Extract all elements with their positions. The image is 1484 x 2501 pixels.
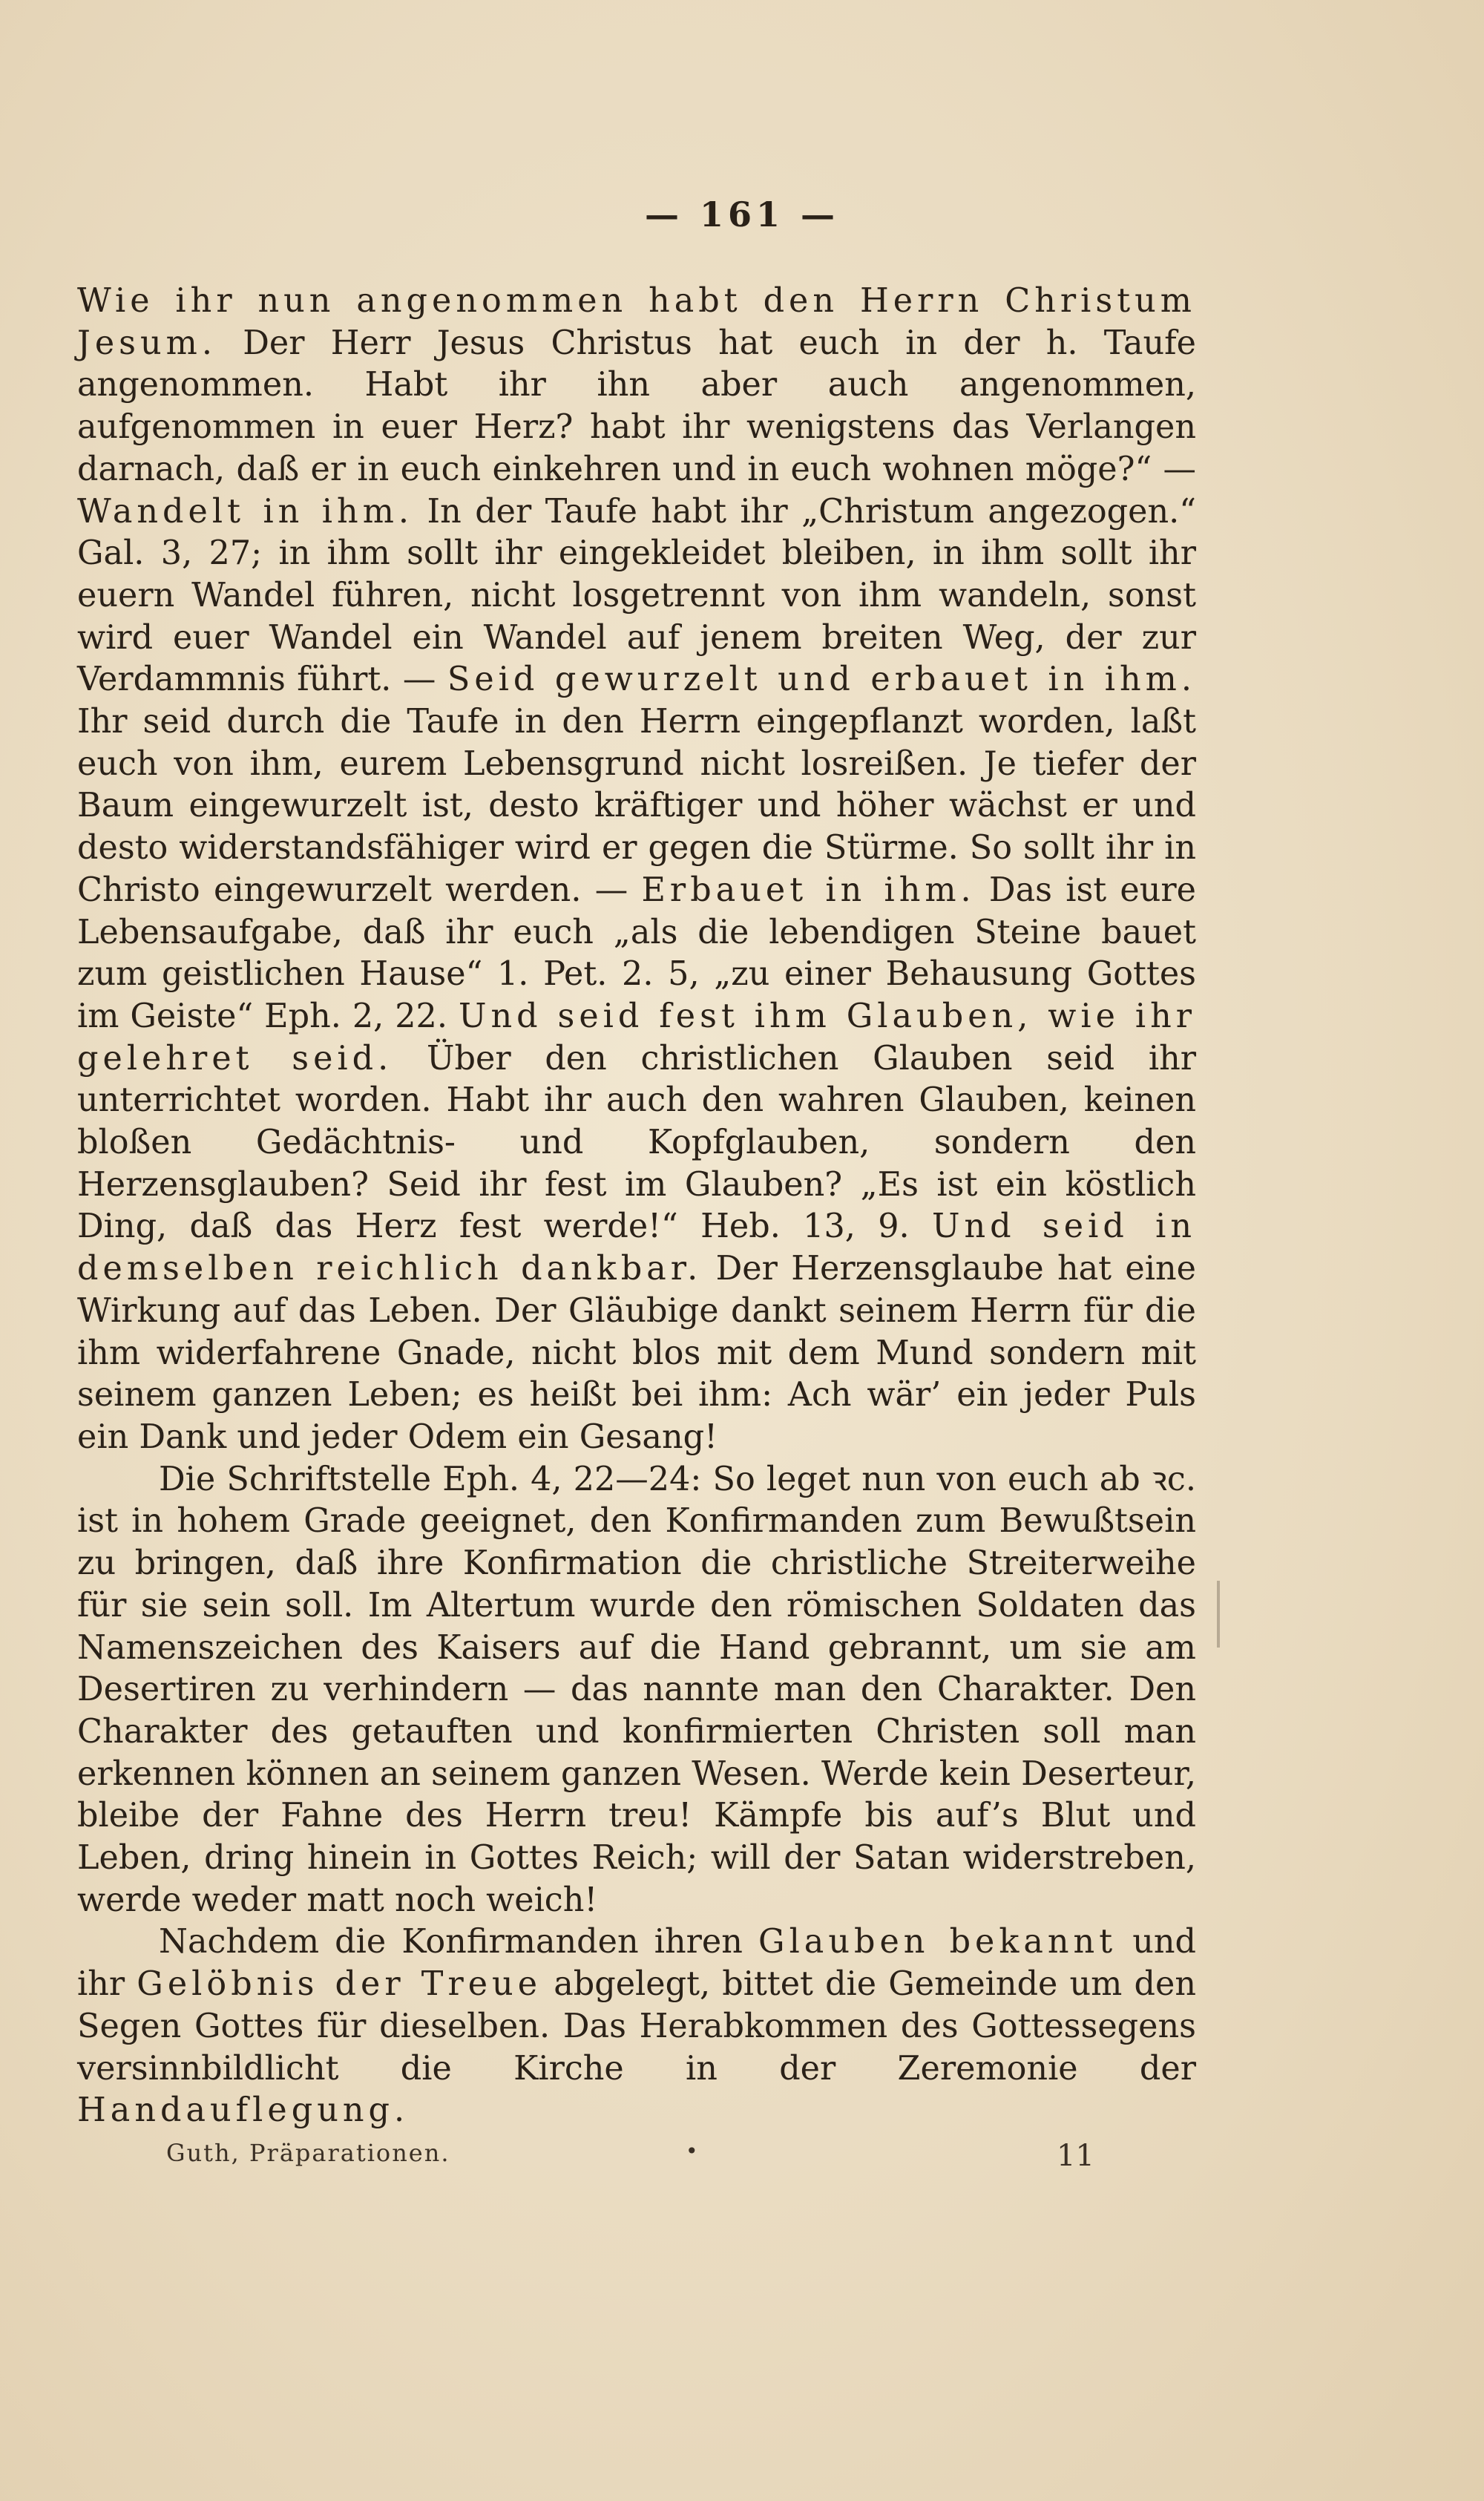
paragraph-1 [77,281,1196,1459]
body-text-run: In der Taufe habt ihr „Christum angezogen.“ Gal. 3, 27; in ihm sollt ihr eingekleidet bleiben, in ihm sollt ihr euern Wandel führen, nicht losgetrennt von ihm wandeln, sonst wird euer Wandel ein Wandel auf jenem breiten Weg, der zur Verdammnis führt. — [77,492,1196,699]
body-text-run: abgelegt, bittet die Gemeinde um den Segen Gottes für dieselben. Das Herabkommen des Gottessegens versinnbildlicht die Kirche in der Zeremonie der [77,1965,1196,2088]
paragraph-2 [77,1459,1196,1922]
footer-dot: • [686,2139,698,2163]
emphasis-text: Erbauet in ihm. [641,871,976,909]
emphasis-text: Und seid in demselben reichlich dankbar. [77,1207,1196,1288]
body-text [77,281,1196,2132]
gathering-number: 11 [1057,2139,1094,2173]
emphasis-text: Wie ihr nun angenommen habt den Herrn Christum Jesum. [77,282,1196,362]
body-text-run: Ihr seid durch die Taufe in den Herrn eingepflanzt worden, laßt euch von ihm, eurem Lebensgrund nicht losreißen. Je tiefer der Baum eingewurzelt ist, desto kräftiger und höher wächst er und desto widerstandsfähiger wird er gegen die Stürme. So sollt ihr in Christo eingewurzelt werden. — [77,703,1196,909]
emphasis-text: Gelöbnis der Treue [137,1965,542,2004]
body-text-run: Über den christlichen Glauben seid ihr unterrichtet worden. Habt ihr auch den wahren Glauben, keinen bloßen Gedächtnis- und Kopfglauben, sondern den Herzensglauben? Seid ihr fest im Glauben? „Es ist ein köstlich Ding, daß das Herz fest werde!“ Heb. 13, 9. [77,1039,1197,1246]
emphasis-text: Handauflegung. [77,2091,410,2130]
body-text-run: Der Herzensglaube hat eine Wirkung auf das Leben. Der Gläubige dankt seinem Herrn für die ihm widerfahrene Gnade, nicht blos mit dem Mund sondern mit seinem ganzen Leben; es heißt bei ihm: Ach wär’ ein jeder Puls ein Dank und jeder Odem ein Gesang! [77,1250,1196,1456]
printer-signature: Guth, Präparationen. [166,2139,450,2167]
margin-pencil-mark [1217,1581,1220,1648]
body-text-run: und ihr [77,1923,1197,2004]
body-text-run: Der Herr Jesus Christus hat euch in der h. Taufe angenommen. Habt ihr ihn aber auch angenommen, aufgenommen in euer Herz? habt ihr wenigstens das Verlangen darnach, daß er in euch einkehren und in euch wohnen möge?“ — [77,324,1196,488]
emphasis-text: Wandelt in ihm. [77,492,414,531]
body-text-run: Das ist eure Lebensaufgabe, daß ihr euch „als die lebendigen Steine bauet zum geistlichen Hause“ 1. Pet. 2. 5, „zu einer Behausung Gottes im Geiste“ Eph. 2, 22. [77,871,1196,1035]
page-number: — 161 — [644,194,840,235]
emphasis-text: Und seid fest ihm Glauben, wie ihr gelehret seid. [77,997,1196,1078]
emphasis-text: Seid gewurzelt und erbauet in ihm. [447,661,1197,699]
paragraph-3 [77,1921,1196,2132]
emphasis-text: Glauben bekannt [758,1923,1117,1961]
body-text-run: Nachdem die Konfirmanden ihren [159,1923,759,1961]
body-text-run: Die Schriftstelle Eph. 4, 22—24: So leget nun von euch ab ꝛc. ist in hohem Grade geeignet, den Konfirmanden zum Bewußtsein zu bringen, daß ihre Konfirmation die christliche Streiterweihe für sie sein soll. Im Altertum wurde den römischen Soldaten das Namenszeichen des Kaisers auf die Hand gebrannt, um sie am Desertiren zu verhindern — das nannte man den Charakter. Den Charakter des getauften und konfirmierten Christen soll man erkennen können an seinem ganzen Wesen. Werde kein Deserteur, bleibe der Fahne des Herrn treu! Kämpfe bis auf’s Blut und Leben, dring hinein in Gottes Reich; will der Satan widerstreben, werde weder matt noch weich! [77,1460,1196,1919]
